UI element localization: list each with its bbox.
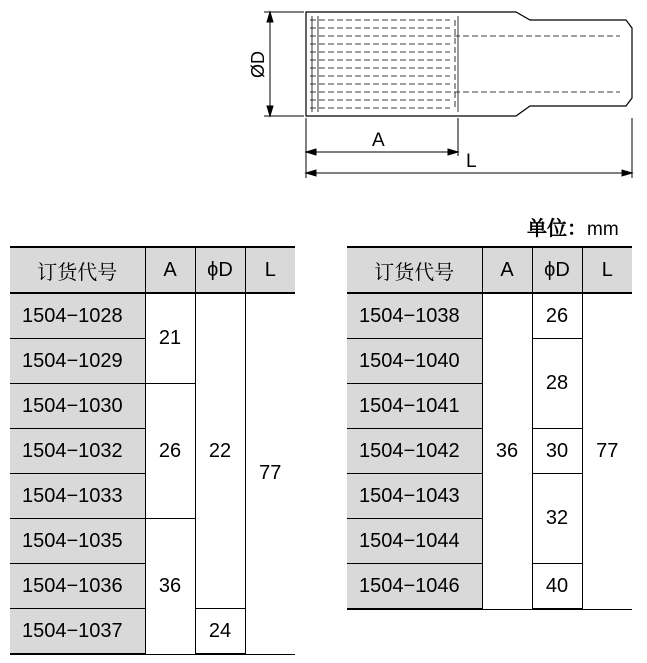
order-code: 1504−1036 — [10, 564, 145, 609]
order-code: 1504−1040 — [347, 339, 482, 384]
value-d: 32 — [532, 474, 582, 564]
header-l: L — [582, 247, 632, 293]
header-code: 订货代号 — [10, 247, 145, 293]
dimension-diameter-label: ØD — [248, 51, 268, 78]
order-code: 1504−1046 — [347, 564, 482, 610]
unit-label: 单位： — [527, 218, 587, 240]
value-d: 26 — [532, 293, 582, 339]
header-code: 订货代号 — [347, 247, 482, 293]
value-l: 77 — [245, 293, 295, 654]
value-d: 30 — [532, 429, 582, 474]
table-row — [347, 293, 632, 339]
header-a: A — [482, 247, 532, 293]
table-header-row — [10, 247, 295, 293]
order-code: 1504−1033 — [10, 474, 145, 519]
order-code: 1504−1028 — [10, 293, 145, 339]
unit-value: mm — [587, 219, 619, 240]
value-d: 28 — [532, 339, 582, 429]
value-a: 21 — [145, 293, 195, 384]
dimension-a-label: A — [372, 130, 385, 151]
table-header-row — [347, 247, 632, 293]
header-d: ϕD — [532, 247, 582, 293]
order-code: 1504−1035 — [10, 519, 145, 564]
order-code: 1504−1029 — [10, 339, 145, 384]
value-a: 26 — [145, 384, 195, 519]
header-d: ϕD — [195, 247, 245, 293]
spec-table-right — [347, 246, 632, 610]
value-a: 36 — [482, 293, 532, 609]
order-code: 1504−1038 — [347, 293, 482, 339]
dimension-l-label: L — [466, 151, 477, 172]
header-l: L — [245, 247, 295, 293]
table-row — [10, 293, 295, 339]
order-code: 1504−1041 — [347, 384, 482, 429]
socket-technical-drawing — [0, 0, 647, 200]
value-d: 24 — [195, 609, 245, 655]
spec-table-left — [10, 246, 295, 655]
unit-note — [527, 212, 619, 241]
order-code: 1504−1044 — [347, 519, 482, 564]
value-a: 36 — [145, 519, 195, 655]
header-a: A — [145, 247, 195, 293]
order-code: 1504−1042 — [347, 429, 482, 474]
order-code: 1504−1030 — [10, 384, 145, 429]
dimension-diameter — [264, 12, 304, 116]
socket-outline — [306, 12, 632, 116]
value-d: 22 — [195, 293, 245, 609]
order-code: 1504−1032 — [10, 429, 145, 474]
value-l: 77 — [582, 293, 632, 609]
knurl-pattern — [312, 16, 458, 112]
hidden-lines — [310, 20, 620, 108]
value-d: 40 — [532, 564, 582, 610]
order-code: 1504−1043 — [347, 474, 482, 519]
order-code: 1504−1037 — [10, 609, 145, 655]
